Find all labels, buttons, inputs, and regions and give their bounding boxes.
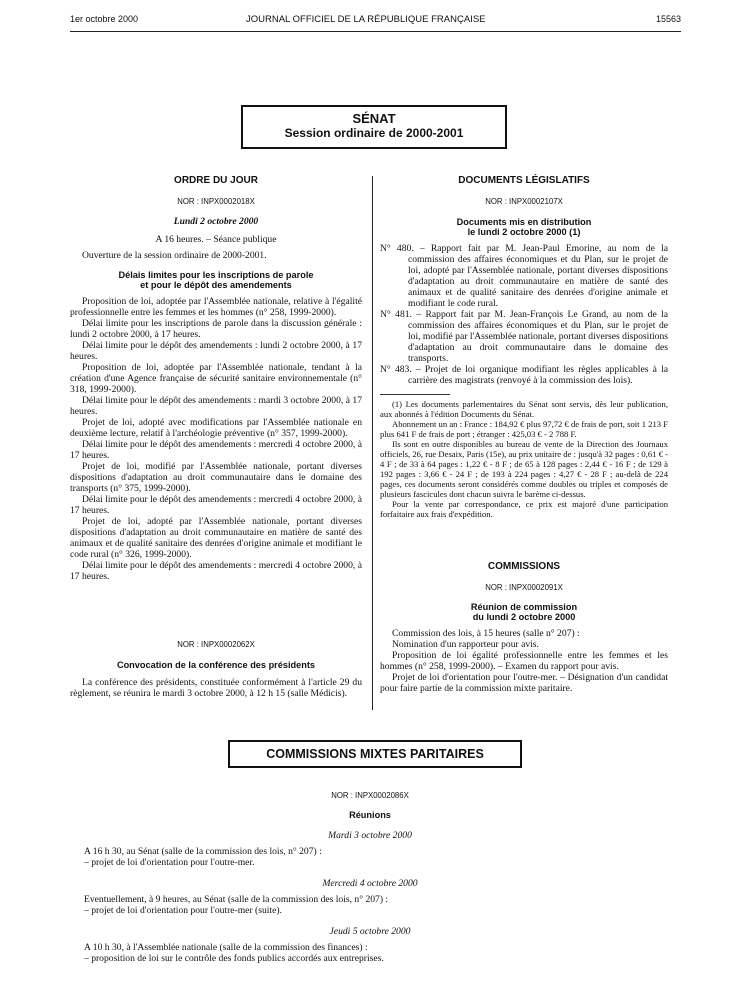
cmp-day-line: A 16 h 30, au Sénat (salle de la commission des lois, n° 207) : — [84, 846, 322, 857]
right-column — [380, 175, 668, 519]
ordre-du-jour-title: ORDRE DU JOUR — [174, 175, 258, 186]
reunion-title-line2: du lundi 2 octobre 2000 — [472, 612, 576, 622]
documents-subtitle-line1: Documents mis en distribution — [456, 217, 592, 227]
document-item: N° 481. – Rapport fait par M. Jean-François Le Grand, au nom de la commission des affaires économiques et du Plan, sur le projet de loi, modifié par l'Assemblée nationale, portant diverses dispositions d'adaptation au droit communautaire dans le domaine des transports. — [380, 309, 668, 364]
nor-documents: NOR : INPX0002107X — [485, 197, 563, 206]
cmp-day-line: – projet de loi d'orientation pour l'outre-mer (suite). — [84, 905, 282, 916]
delais-title-line1: Délais limites pour les inscriptions de parole — [118, 270, 314, 280]
reunions-title: Réunions — [349, 810, 391, 820]
senat-title-box — [241, 105, 507, 149]
left-column-conference — [70, 639, 362, 699]
footnote-rule — [380, 394, 450, 395]
cmp-title: COMMISSIONS MIXTES PARITAIRES — [266, 747, 484, 761]
convocation-title: Convocation de la conférence des présidents — [116, 660, 316, 670]
documents-legislatifs-title: DOCUMENTS LÉGISLATIFS — [458, 175, 590, 186]
commission-paragraph: Nomination d'un rapporteur pour avis. — [392, 639, 539, 650]
header-date: 1er octobre 2000 — [70, 14, 139, 24]
ouverture-session: Ouverture de la session ordinaire de 2000-2001. — [82, 250, 267, 261]
reunion-title-line1: Réunion de commission — [470, 602, 578, 612]
cmp-day-line: Eventuellement, à 9 heures, au Sénat (salle de la commission des lois, n° 207) : — [84, 894, 389, 905]
delais-paragraph: Projet de loi, modifié par l'Assemblée nationale, portant diverses dispositions d'adaptation au droit communautaire dans le domaine des transports (n° 375, 1999-2000). — [70, 461, 362, 494]
footnote-paragraph: Pour la vente par correspondance, ce prix est majoré d'une participation forfaitaire aux frais d'expédition. — [380, 499, 668, 519]
seance-publique: A 16 heures. – Séance publique — [155, 234, 277, 245]
footnote-paragraph: (1) Les documents parlementaires du Sénat sont servis, dès leur publication, aux abonnés à l'édition Documents du Sénat. — [380, 399, 668, 419]
delais-paragraph: Délai limite pour le dépôt des amendements : lundi 2 octobre 2000, à 17 heures. — [70, 340, 362, 362]
convocation-text: La conférence des présidents, constituée conformément à l'article 29 du règlement, se réunira le mardi 3 octobre 2000, à 12 h 15 (salle Médicis). — [70, 677, 362, 699]
delais-title — [70, 270, 362, 290]
senat-session: Session ordinaire de 2000-2001 — [284, 126, 464, 140]
seance-date: Lundi 2 octobre 2000 — [173, 216, 259, 227]
cmp-day-line: A 10 h 30, à l'Assemblée nationale (salle de la commission des finances) : — [84, 942, 368, 953]
column-divider — [372, 176, 373, 710]
reunion-title — [380, 602, 668, 622]
document-item: N° 483. – Projet de loi organique modifiant les règles applicables à la carrière des magistrats (renvoyé à la commission des lois). — [380, 364, 668, 386]
cmp-day-line: – projet de loi d'orientation pour l'outre-mer. — [84, 857, 255, 868]
delais-title-line2: et pour le dépôt des amendements — [140, 280, 292, 290]
commission-paragraph: Projet de loi d'orientation pour l'outre-mer. – Désignation d'un candidat pour faire partie de la commission mixte paritaire. — [380, 672, 668, 694]
cmp-day-date: Mercredi 4 octobre 2000 — [322, 878, 418, 889]
cmp-day-date: Jeudi 5 octobre 2000 — [329, 926, 411, 937]
delais-list — [70, 296, 362, 582]
left-column — [70, 175, 362, 582]
cmp-title-box — [228, 740, 522, 768]
documents-subtitle — [380, 217, 668, 237]
delais-paragraph: Délai limite pour le dépôt des amendements : mercredi 4 octobre 2000, à 17 heures. — [70, 439, 362, 461]
documents-subtitle-line2: le lundi 2 octobre 2000 (1) — [467, 227, 581, 237]
commissions-title: COMMISSIONS — [487, 561, 561, 572]
documents-list — [380, 243, 668, 386]
nor-cmp: NOR : INPX0002086X — [331, 791, 409, 800]
cmp-section — [70, 790, 670, 964]
footnote-paragraph: Ils sont en outre disponibles au bureau de vente de la Direction des Journaux officiels, 26, rue Desaix, Paris (15e), au prix unitaire de : jusqu'à 32 pages : 0,61 € - 4 F ; de 33 à 64 pages : 1,22 € - 8 F ; de 65 à 128 pages : 2,44 € - 16 F ; de 129 à 192 pages : 3,66 € - 24 F ; de 193 à 224 pages : 4,27 € - 28 F ; au-delà de 224 pages, ces documents seront considérés comme doubles ou triples et composés de plusieurs fascicules dont chacun suivra le barème ci-dessus. — [380, 439, 668, 499]
nor-commissions: NOR : INPX0002091X — [485, 583, 563, 592]
delais-paragraph: Projet de loi, adopté par l'Assemblée nationale, portant diverses dispositions d'adaptation au droit communautaire en matière de santé des animaux et de qualité sanitaire des denrées d'origine animale et modifiant le code rural (n° 326, 1999-2000). — [70, 516, 362, 560]
nor-conference: NOR : INPX0002062X — [177, 640, 255, 649]
delais-paragraph: Proposition de loi, adoptée par l'Assemblée nationale, relative à l'égalité professionnelle entre les femmes et les hommes (n° 258, 1999-2000). — [70, 296, 362, 318]
delais-paragraph: Délai limite pour le dépôt des amendements : mercredi 4 octobre 2000, à 17 heures. — [70, 494, 362, 516]
delais-paragraph: Délai limite pour le dépôt des amendements : mercredi 4 octobre 2000, à 17 heures. — [70, 560, 362, 582]
cmp-day-date: Mardi 3 octobre 2000 — [328, 830, 412, 841]
commission-paragraph: Proposition de loi égalité professionnelle entre les femmes et les hommes (n° 258, 1999-2000). – Examen du rapport pour avis. — [380, 650, 668, 672]
nor-ordre: NOR : INPX0002018X — [177, 197, 255, 206]
header-journal-title: JOURNAL OFFICIEL DE LA RÉPUBLIQUE FRANÇAISE — [246, 14, 486, 25]
delais-paragraph: Délai limite pour le dépôt des amendements : mardi 3 octobre 2000, à 17 heures. — [70, 395, 362, 417]
right-column-commissions — [380, 561, 668, 694]
header-page-number: 15563 — [655, 14, 681, 24]
cmp-day-line: – proposition de loi sur le contrôle des fonds publics accordés aux entreprises. — [84, 953, 384, 964]
footnote-paragraph: Abonnement un an : France : 184,92 € plus 97,72 € de frais de port, soit 1 213 F plus 641 F de frais de port ; étranger : 425,03 € - 2 788 F. — [380, 419, 668, 439]
header-rule — [70, 31, 681, 32]
delais-paragraph: Projet de loi, adopté avec modifications par l'Assemblée nationale en deuxième lecture, relatif à l'archéologie préventive (n° 357, 1999-2000). — [70, 417, 362, 439]
delais-paragraph: Proposition de loi, adoptée par l'Assemblée nationale, tendant à la création d'une Agence française de sécurité sanitaire environnementale (n° 318, 1999-2000). — [70, 362, 362, 395]
footnotes — [380, 399, 668, 519]
commission-paragraph: Commission des lois, à 15 heures (salle n° 207) : — [392, 628, 580, 639]
delais-paragraph: Délai limite pour les inscriptions de parole dans la discussion générale : lundi 2 octobre 2000, à 17 heures. — [70, 318, 362, 340]
document-item: N° 480. – Rapport fait par M. Jean-Paul Emorine, au nom de la commission des affaires économiques et du Plan, sur le projet de loi, adopté par l'Assemblée nationale, portant diverses dispositions d'adaptation au droit communautaire en matière de santé des animaux et de qualité sanitaire des denrées d'origine animale et modifiant le code rural. — [380, 243, 668, 309]
commission-agenda — [380, 628, 668, 694]
senat-title: SÉNAT — [352, 111, 396, 126]
